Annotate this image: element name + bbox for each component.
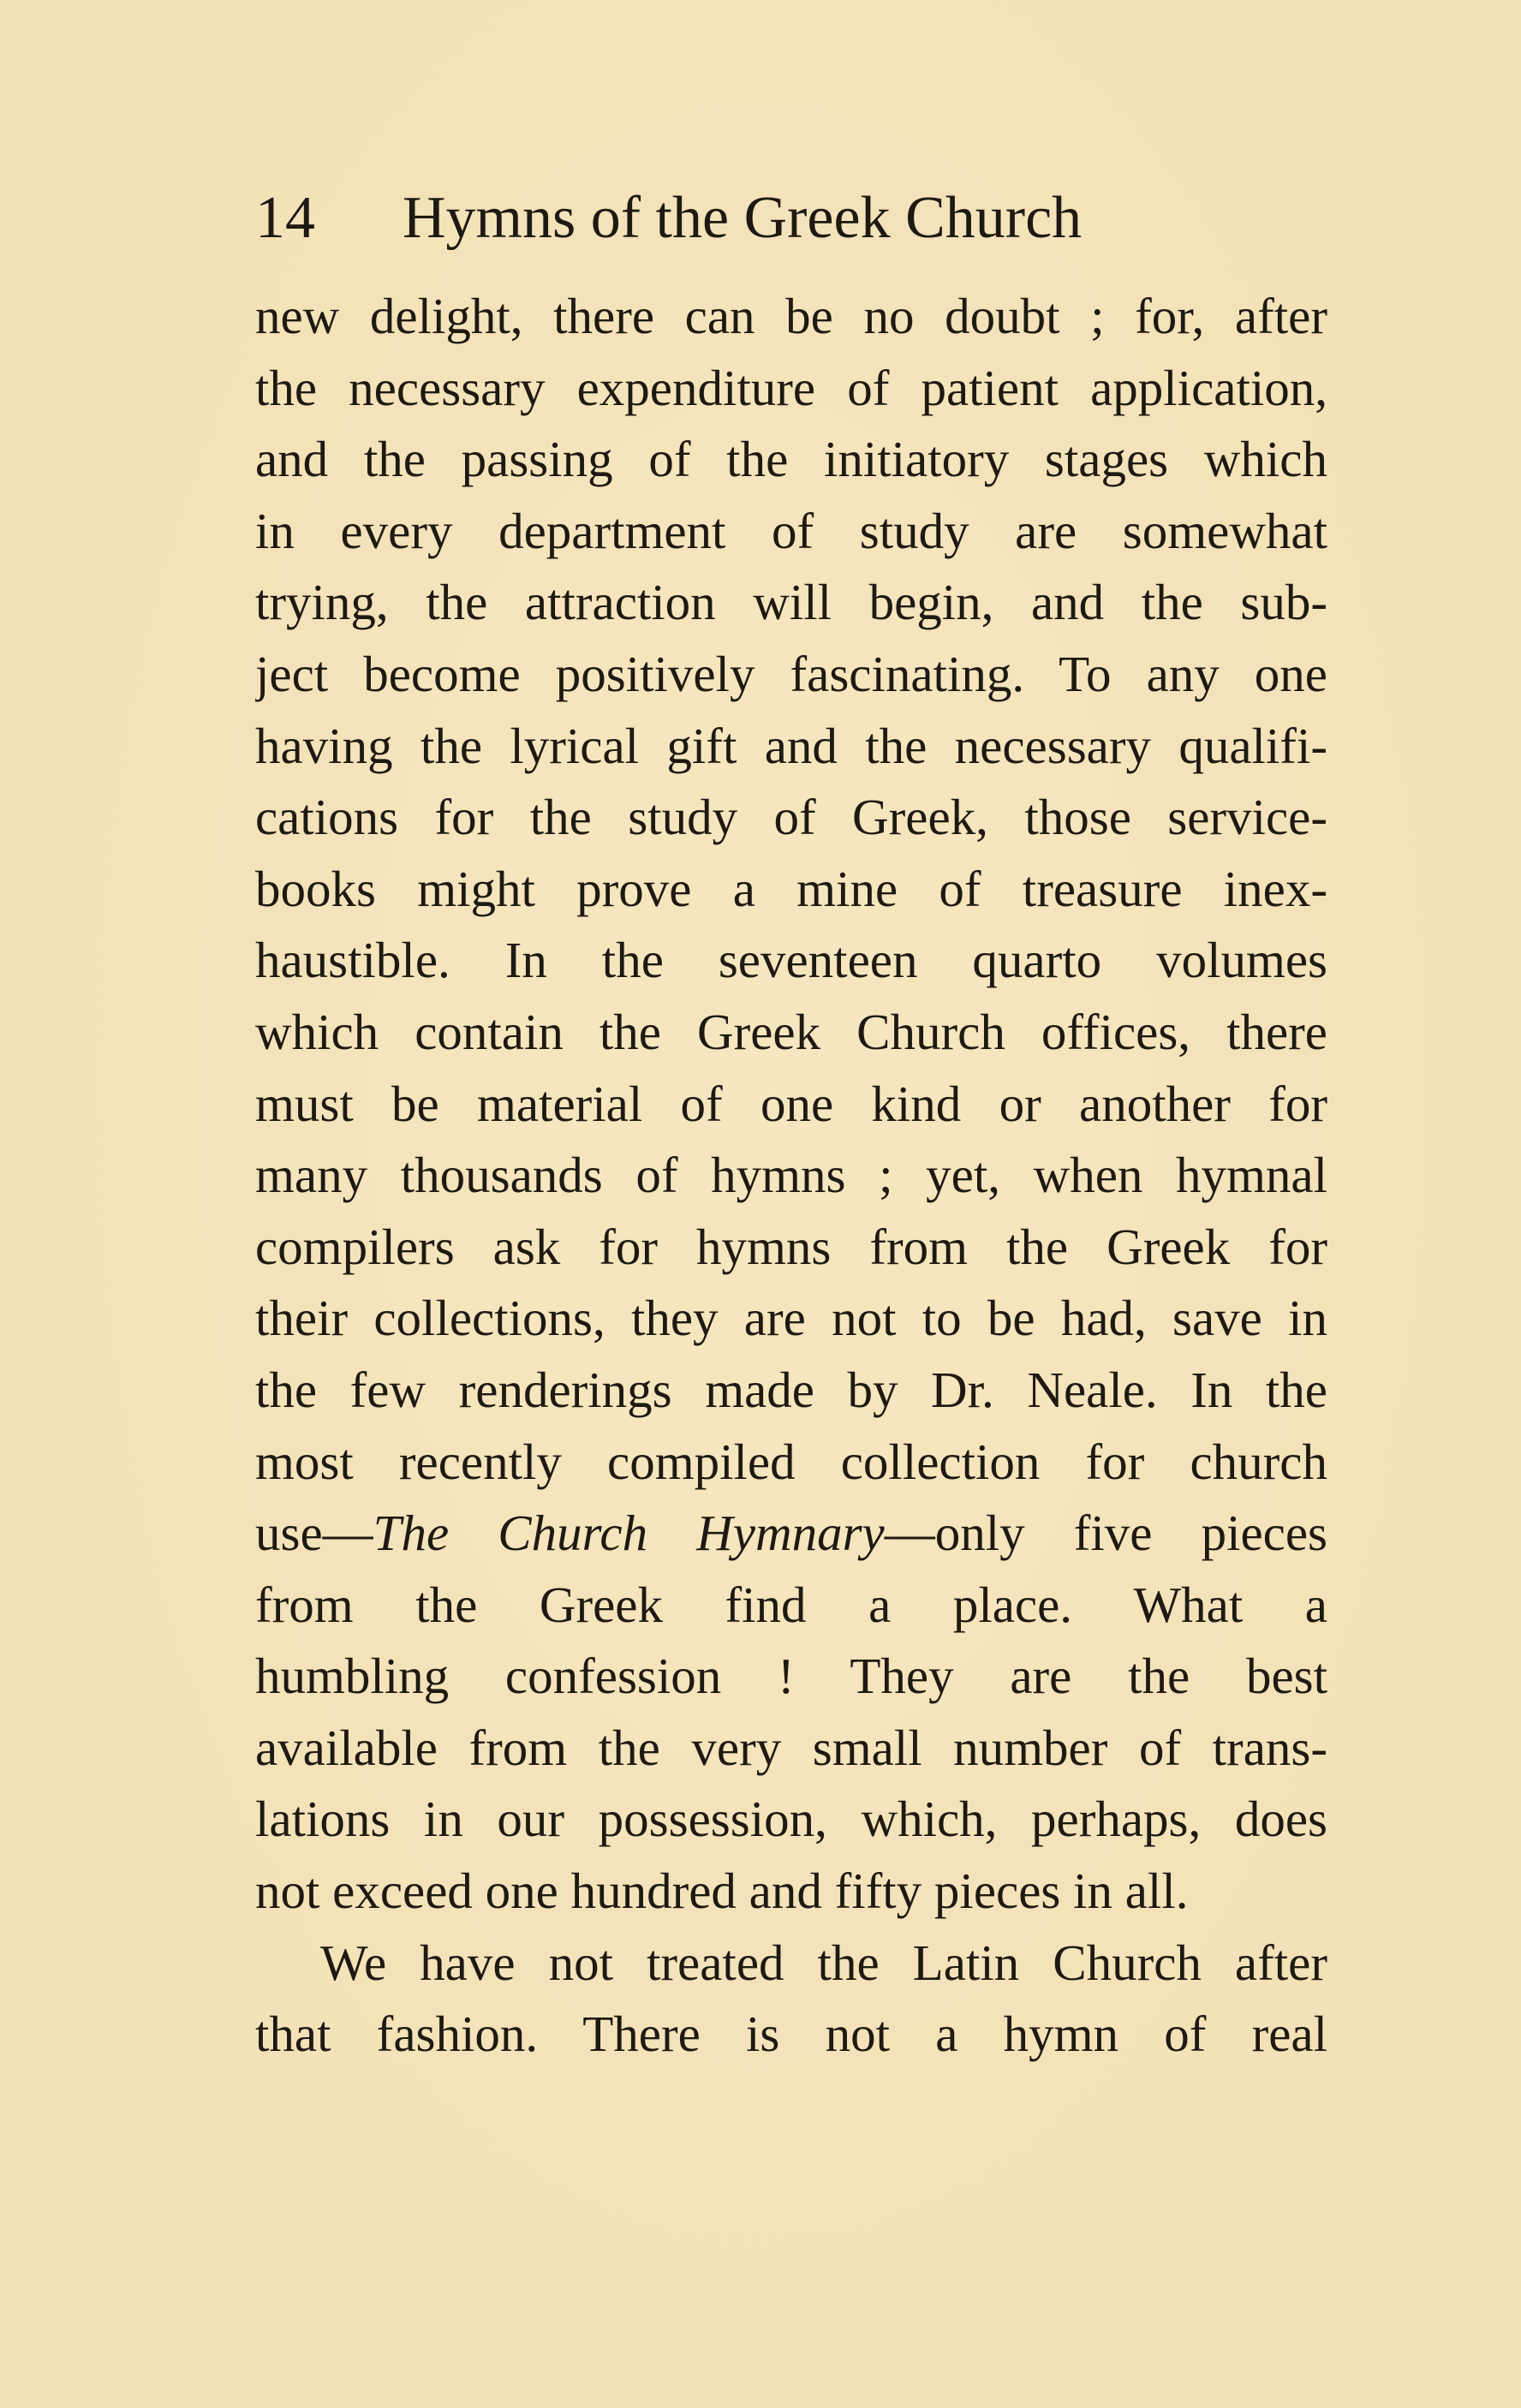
running-head <box>255 171 1266 265</box>
text-line: which contain the Greek Church offices, there <box>255 1003 1327 1060</box>
text-line: compilers ask for hymns from the Greek for <box>255 1218 1327 1275</box>
text-line: humbling confession ! They are the best <box>255 1648 1327 1705</box>
text-segment: use— <box>255 1505 373 1562</box>
text-line: from the Greek find a place. What a <box>255 1576 1327 1633</box>
text-line: that fashion. There is not a hymn of real <box>255 2006 1327 2063</box>
text-line: and the passing of the initiatory stages which <box>255 431 1327 488</box>
text-line: available from the very small number of trans- <box>255 1719 1327 1776</box>
text-line: having the lyrical gift and the necessary qualifi- <box>255 717 1327 774</box>
text-line: not exceed one hundred and fifty pieces in all. <box>255 1863 1189 1920</box>
text-segment: —only five pieces <box>884 1505 1327 1562</box>
book-title-italic: The Church Hymnary <box>373 1505 885 1562</box>
text-line: must be material of one kind or another for <box>255 1075 1327 1132</box>
running-title: Hymns of the Greek Church <box>403 185 1083 251</box>
text-line: the few renderings made by Dr. Neale. In the <box>255 1361 1327 1418</box>
body-text <box>255 281 1327 2071</box>
text-line: many thousands of hymns ; yet, when hymnal <box>255 1147 1327 1204</box>
text-line: cations for the study of Greek, those service- <box>255 789 1327 846</box>
text-line: books might prove a mine of treasure inex- <box>255 860 1327 917</box>
text-line: haustible. In the seventeen quarto volumes <box>255 932 1327 989</box>
text-line: the necessary expenditure of patient application, <box>255 359 1327 416</box>
text-line: lations in our possession, which, perhaps, does <box>255 1791 1327 1848</box>
text-line: new delight, there can be no doubt ; for, after <box>255 288 1327 344</box>
text-line: their collections, they are not to be had, save in <box>255 1290 1327 1347</box>
text-line: most recently compiled collection for church <box>255 1433 1327 1490</box>
text-line: ject become positively fascinating. To any one <box>255 645 1327 702</box>
page-number: 14 <box>255 185 315 251</box>
text-line-with-title <box>255 1498 1327 1570</box>
paragraph-start-line: We have not treated the Latin Church after <box>320 1934 1327 1991</box>
text-line: trying, the attraction will begin, and the sub- <box>255 574 1327 631</box>
text-line: in every department of study are somewhat <box>255 502 1327 559</box>
